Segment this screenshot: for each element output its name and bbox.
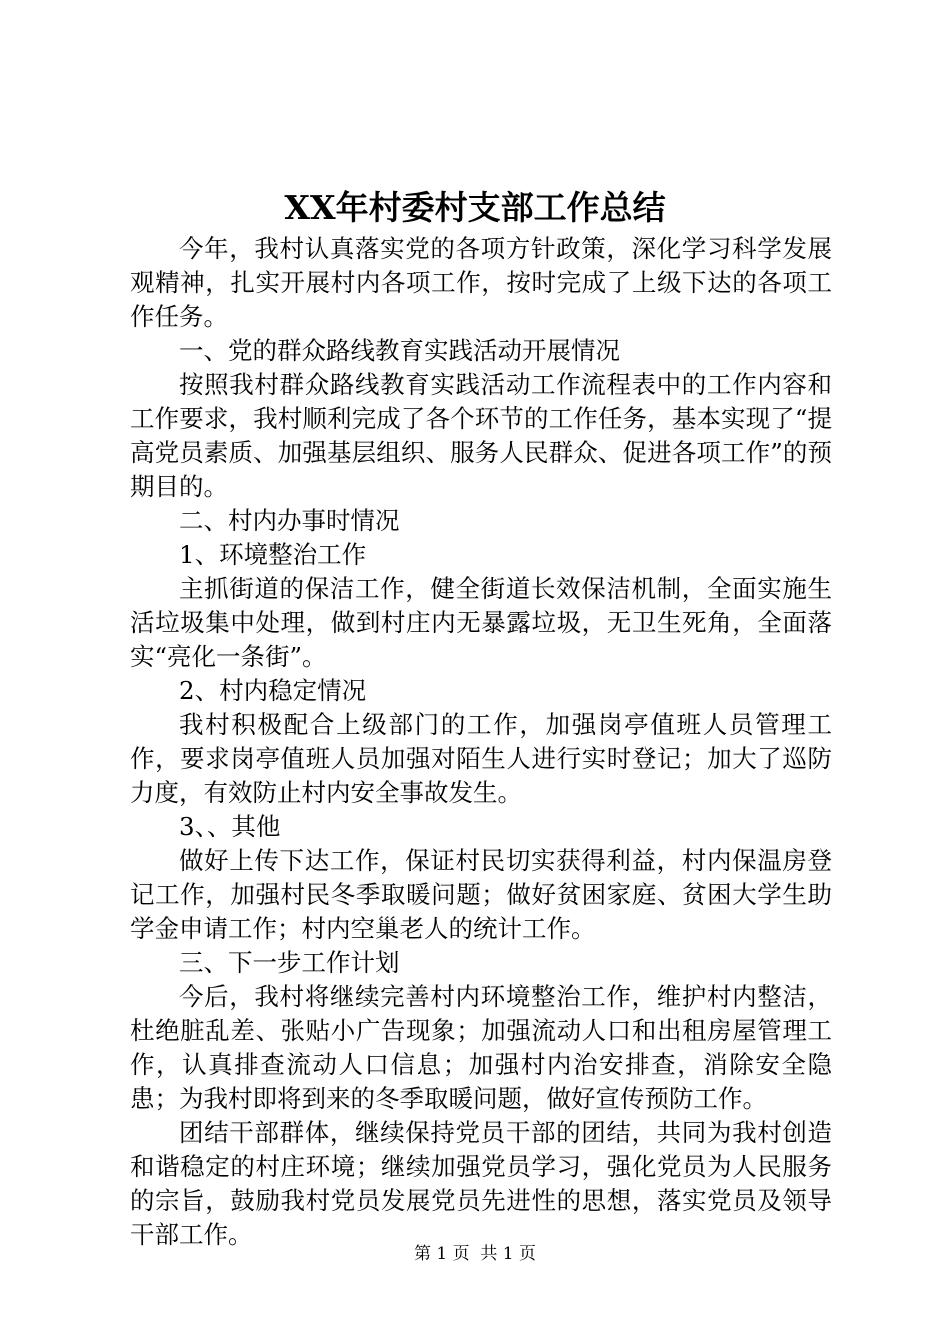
page-footer: [0, 1242, 950, 1266]
body-paragraph: 团结干部群体，继续保持党员干部的团结，共同为我村创造和谐稳定的村庄环境；继续加强党员学习，强化党员为人民服务的宗旨，鼓励我村党员发展党员先进性的思想，落实党员及领导干部工作。: [130, 1118, 832, 1249]
document-body: [130, 232, 832, 1252]
body-paragraph: 按照我村群众路线教育实践活动工作流程表中的工作内容和工作要求，我村顺利完成了各个环节的工作任务，基本实现了“提高党员素质、加强基层组织、服务人民群众、促进各项工作”的预期目的。: [130, 370, 832, 501]
section-heading: 二、村内办事时情况: [179, 506, 400, 535]
subsection-heading: 2、村内稳定情况: [179, 676, 367, 705]
body-paragraph: 我村积极配合上级部门的工作，加强岗亭值班人员管理工作，要求岗亭值班人员加强对陌生人进行实时登记；加大了巡防力度，有效防止村内安全事故发生。: [130, 710, 832, 807]
section-heading: 一、党的群众路线教育实践活动开展情况: [179, 336, 620, 365]
body-paragraph: 主抓街道的保洁工作，健全街道长效保洁机制，全面实施生活垃圾集中处理，做到村庄内无暴露垃圾，无卫生死角，全面落实“亮化一条街”。: [130, 574, 832, 671]
section-heading: 三、下一步工作计划: [179, 948, 400, 977]
document-title: XX年村委村支部工作总结: [284, 188, 666, 227]
page-total: 共 1 页: [480, 1244, 537, 1264]
page-number: 第 1 页: [413, 1244, 470, 1264]
body-paragraph: 做好上传下达工作，保证村民切实获得利益，村内保温房登记工作，加强村民冬季取暖问题；做好贫困家庭、贫困大学生助学金申请工作；村内空巢老人的统计工作。: [130, 846, 832, 943]
body-paragraph: 今后，我村将继续完善村内环境整治工作，维护村内整洁，杜绝脏乱差、张贴小广告现象；加强流动人口和出租房屋管理工作，认真排查流动人口信息；加强村内治安排查，消除安全隐患；为我村即将到来的冬季取暖问题，做好宣传预防工作。: [130, 982, 832, 1113]
subsection-heading: 3、、其他: [179, 812, 281, 841]
intro-paragraph: 今年，我村认真落实党的各项方针政策，深化学习科学发展观精神，扎实开展村内各项工作，按时完成了上级下达的各项工作任务。: [130, 234, 832, 331]
subsection-heading: 1、环境整治工作: [179, 540, 367, 569]
